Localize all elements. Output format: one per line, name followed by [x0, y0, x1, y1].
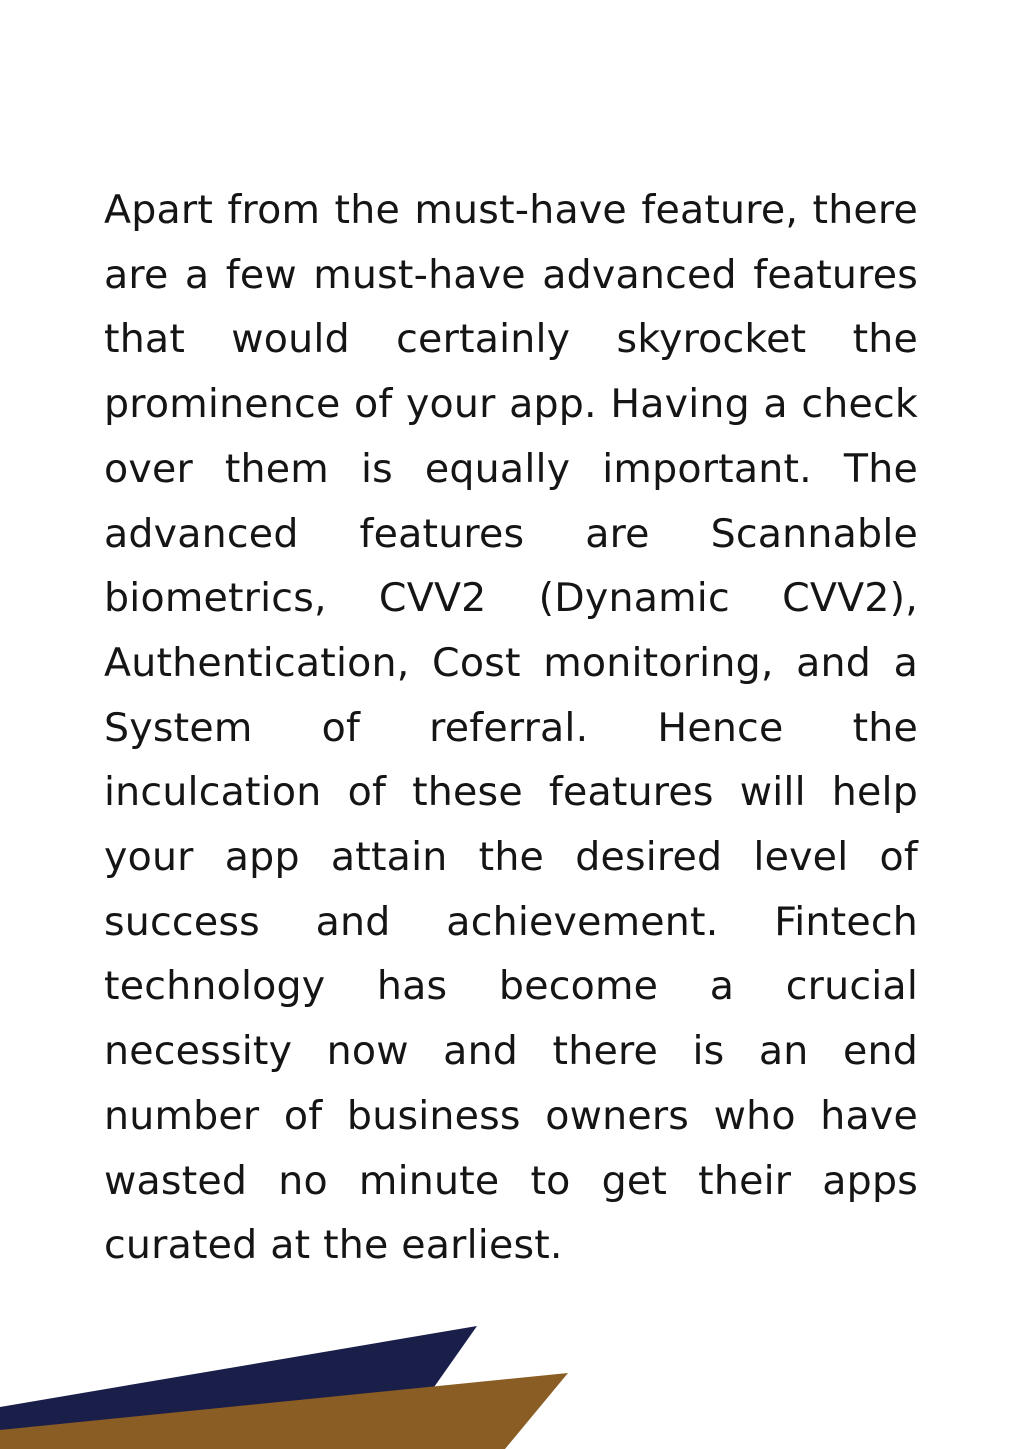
body-paragraph: Apart from the must-have feature, there are a few must-have advanced features that would certainly skyrocket the prominence of your app. Having a check over them is equally important. The advanced features are Scannable biometrics, CVV2 (Dynamic CVV2), Authentication, Cost monitoring, and a System of referral. Hence the inculcation of these features will help your app attain the desired level of success and achievement. Fintech technology has become a crucial necessity now and there is an end number of business owners who have wasted no minute to get their apps curated at the earliest. — [104, 187, 918, 1269]
navy-stripe — [0, 1326, 477, 1436]
gold-stripe — [0, 1373, 568, 1449]
